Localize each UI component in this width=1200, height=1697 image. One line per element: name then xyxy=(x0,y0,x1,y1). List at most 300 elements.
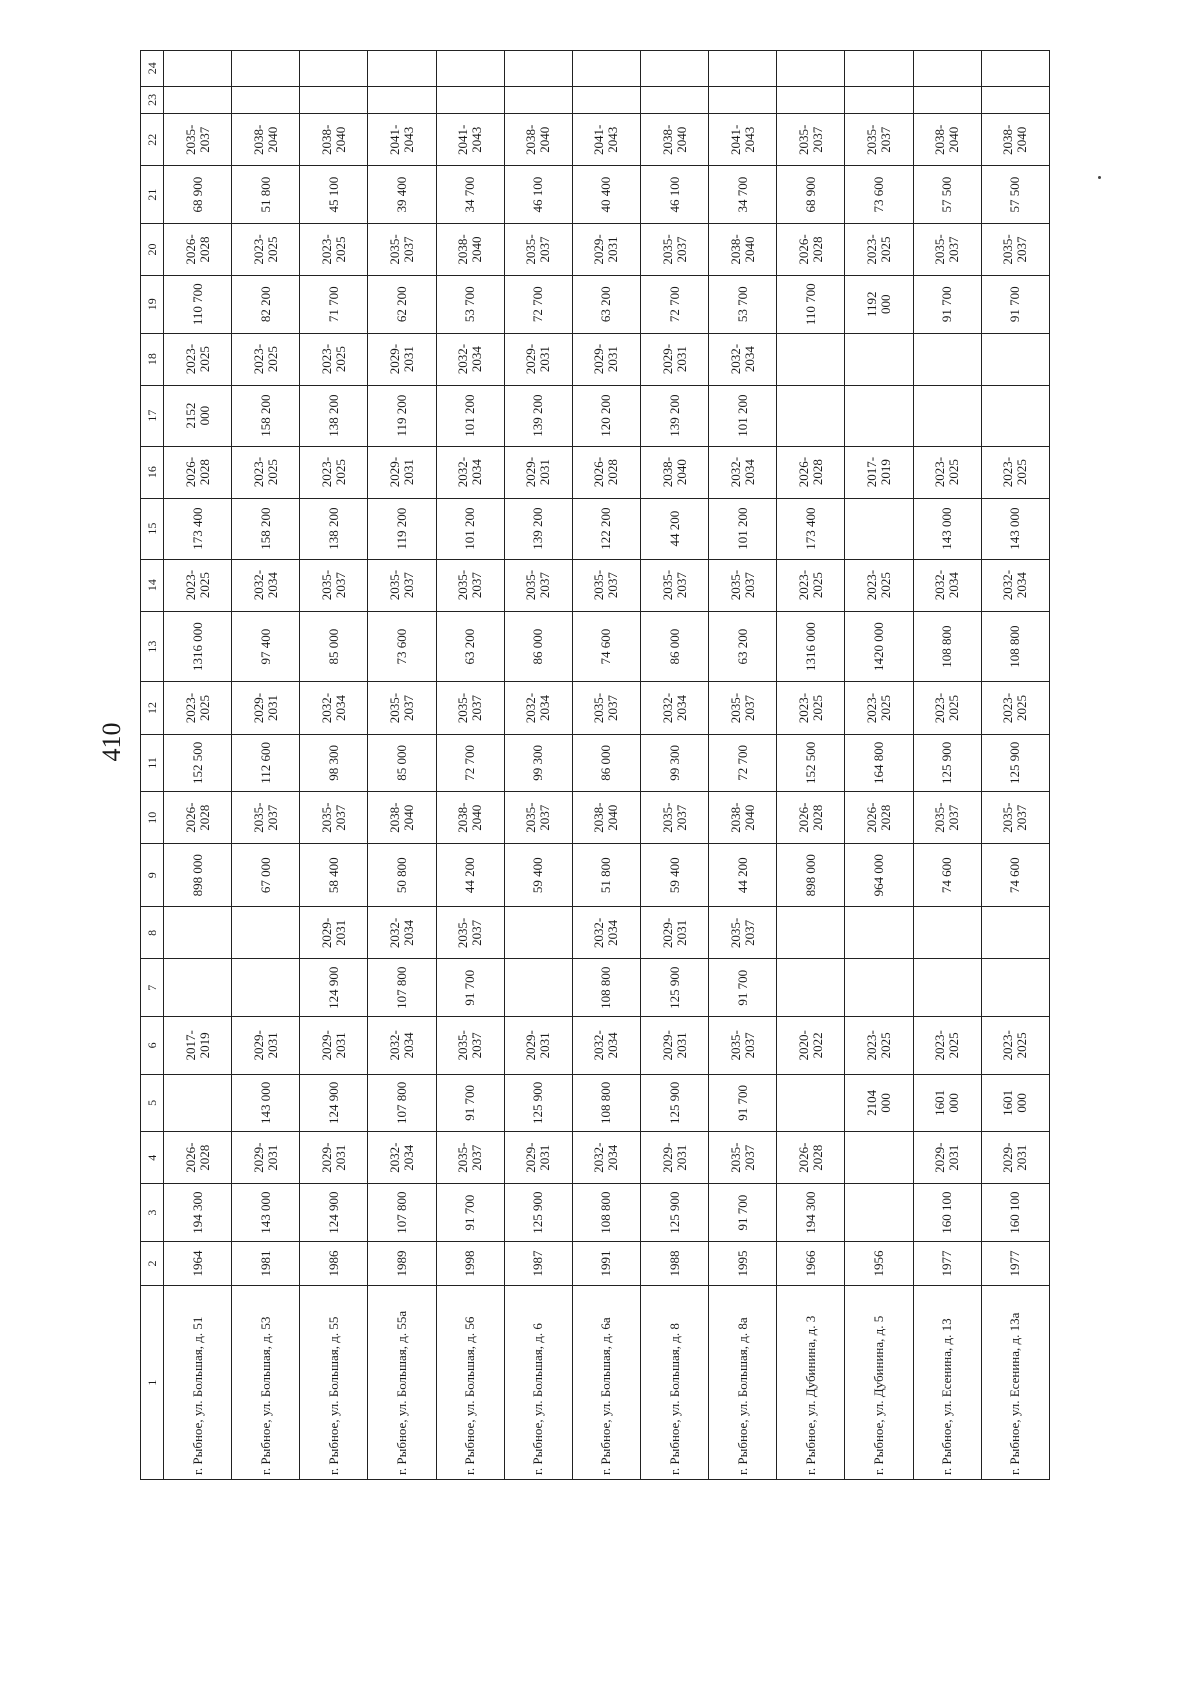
table-cell: 2023- 2025 xyxy=(232,223,300,275)
table-cell: 34 700 xyxy=(436,166,504,224)
table-cell: 2020- 2022 xyxy=(777,1017,845,1075)
table-cell xyxy=(845,498,913,559)
header-cell: 17 xyxy=(141,385,164,446)
scan-speck xyxy=(1098,176,1101,179)
table-cell: 2026- 2028 xyxy=(164,446,232,498)
table-row xyxy=(641,51,709,1480)
table-cell: 50 800 xyxy=(368,844,436,907)
table-cell: 139 200 xyxy=(504,385,572,446)
table-cell: 898 000 xyxy=(777,844,845,907)
table-cell xyxy=(709,86,777,114)
table-cell xyxy=(504,907,572,959)
table-cell: 164 800 xyxy=(845,734,913,792)
table-cell: 2032- 2034 xyxy=(368,907,436,959)
table-cell xyxy=(845,959,913,1017)
table-cell xyxy=(981,333,1049,385)
address-cell: г. Рыбное, ул. Большая, д. 55а xyxy=(368,1286,436,1480)
table-cell xyxy=(504,51,572,87)
table-cell: 2035- 2037 xyxy=(709,1132,777,1184)
table-row xyxy=(845,51,913,1480)
table-cell: 2032- 2034 xyxy=(641,682,709,734)
table-cell: 2023- 2025 xyxy=(845,1017,913,1075)
table-cell: 2026- 2028 xyxy=(777,792,845,844)
table-cell: 120 200 xyxy=(572,385,640,446)
table-cell: 73 600 xyxy=(368,611,436,682)
table-cell xyxy=(504,86,572,114)
address-cell: г. Рыбное, ул. Большая, д. 6 xyxy=(504,1286,572,1480)
table-cell: 138 200 xyxy=(300,498,368,559)
table-cell: 152 500 xyxy=(777,734,845,792)
table-cell xyxy=(845,1132,913,1184)
table-cell: 91 700 xyxy=(436,1184,504,1242)
table-row xyxy=(300,51,368,1480)
table-cell: 119 200 xyxy=(368,385,436,446)
table-cell: 44 200 xyxy=(709,844,777,907)
table-cell xyxy=(368,51,436,87)
table-cell xyxy=(913,86,981,114)
table-cell: 2026- 2028 xyxy=(777,223,845,275)
table-cell: 2038- 2040 xyxy=(368,792,436,844)
table-cell: 44 200 xyxy=(436,844,504,907)
table-cell: 2029- 2031 xyxy=(368,446,436,498)
table-cell: 85 000 xyxy=(368,734,436,792)
table-row xyxy=(164,51,232,1480)
table-cell: 964 000 xyxy=(845,844,913,907)
header-cell: 7 xyxy=(141,959,164,1017)
header-cell: 3 xyxy=(141,1184,164,1242)
table-cell: 2017- 2019 xyxy=(845,446,913,498)
table-cell: 59 400 xyxy=(504,844,572,907)
table-cell: 107 800 xyxy=(368,1184,436,1242)
table-cell: 2035- 2037 xyxy=(572,682,640,734)
table-cell: 2029- 2031 xyxy=(300,1132,368,1184)
table-cell: 2023- 2025 xyxy=(777,682,845,734)
table-cell xyxy=(845,907,913,959)
table-cell: 2029- 2031 xyxy=(232,1017,300,1075)
table-cell: 2035- 2037 xyxy=(436,1132,504,1184)
header-cell: 5 xyxy=(141,1074,164,1132)
table-cell: 2104 000 xyxy=(845,1074,913,1132)
table-cell: 101 200 xyxy=(436,498,504,559)
table-cell: 107 800 xyxy=(368,959,436,1017)
table-cell: 125 900 xyxy=(641,1184,709,1242)
table-cell: 2035- 2037 xyxy=(436,682,504,734)
table-cell: 2029- 2031 xyxy=(504,333,572,385)
table-cell: 40 400 xyxy=(572,166,640,224)
table-cell: 2035- 2037 xyxy=(709,682,777,734)
table-cell: 1316 000 xyxy=(164,611,232,682)
address-cell: г. Рыбное, ул. Есенина, д. 13а xyxy=(981,1286,1049,1480)
table-cell: 124 900 xyxy=(300,1184,368,1242)
table-cell: 108 800 xyxy=(913,611,981,682)
table-cell: 51 800 xyxy=(572,844,640,907)
table-cell: 2023- 2025 xyxy=(845,682,913,734)
table-cell: 2038- 2040 xyxy=(641,446,709,498)
table-cell: 2038- 2040 xyxy=(232,114,300,166)
table-cell: 2041- 2043 xyxy=(709,114,777,166)
table-cell: 63 200 xyxy=(436,611,504,682)
table-cell xyxy=(777,1074,845,1132)
table-row xyxy=(368,51,436,1480)
table-cell: 2029- 2031 xyxy=(368,333,436,385)
table-cell: 101 200 xyxy=(436,385,504,446)
table-cell: 2032- 2034 xyxy=(232,559,300,611)
table-cell xyxy=(845,1184,913,1242)
table-cell: 72 700 xyxy=(436,734,504,792)
table-cell: 2035- 2037 xyxy=(436,1017,504,1075)
table-cell: 2152 000 xyxy=(164,385,232,446)
table-cell: 2032- 2034 xyxy=(572,907,640,959)
table-cell: 125 900 xyxy=(641,959,709,1017)
table-cell: 59 400 xyxy=(641,844,709,907)
table-cell: 2035- 2037 xyxy=(368,223,436,275)
table-cell: 2035- 2037 xyxy=(436,559,504,611)
table-cell xyxy=(777,51,845,87)
table-cell: 91 700 xyxy=(709,1074,777,1132)
table-cell: 2032- 2034 xyxy=(436,446,504,498)
table-cell: 2038- 2040 xyxy=(504,114,572,166)
table-cell xyxy=(777,907,845,959)
table-cell: 108 800 xyxy=(572,1184,640,1242)
table-cell: 2023- 2025 xyxy=(913,682,981,734)
table-cell xyxy=(641,86,709,114)
table-cell xyxy=(232,907,300,959)
table-cell: 46 100 xyxy=(504,166,572,224)
table-cell: 72 700 xyxy=(641,275,709,333)
table-cell: 2041- 2043 xyxy=(572,114,640,166)
table-cell: 72 700 xyxy=(709,734,777,792)
table-cell: 2038- 2040 xyxy=(709,792,777,844)
table-cell: 2026- 2028 xyxy=(572,446,640,498)
table-row xyxy=(777,51,845,1480)
table-cell: 86 000 xyxy=(641,611,709,682)
address-cell: г. Рыбное, ул. Большая, д. 8а xyxy=(709,1286,777,1480)
header-cell: 21 xyxy=(141,166,164,224)
table-cell xyxy=(436,51,504,87)
table-cell: 68 900 xyxy=(164,166,232,224)
table-cell xyxy=(981,907,1049,959)
table-cell: 2029- 2031 xyxy=(913,1132,981,1184)
table-cell: 2032- 2034 xyxy=(981,559,1049,611)
table-cell: 125 900 xyxy=(641,1074,709,1132)
table-cell: 63 200 xyxy=(709,611,777,682)
table-cell: 107 800 xyxy=(368,1074,436,1132)
table-cell: 2038- 2040 xyxy=(436,223,504,275)
table-cell: 898 000 xyxy=(164,844,232,907)
table-cell: 2029- 2031 xyxy=(641,333,709,385)
table-cell: 2023- 2025 xyxy=(981,682,1049,734)
table-cell: 2023- 2025 xyxy=(845,223,913,275)
table-cell: 91 700 xyxy=(913,275,981,333)
table-cell xyxy=(164,959,232,1017)
table-cell: 194 300 xyxy=(164,1184,232,1242)
table-cell xyxy=(777,959,845,1017)
table-cell: 2032- 2034 xyxy=(300,682,368,734)
table-cell: 2035- 2037 xyxy=(368,559,436,611)
table-cell: 2023- 2025 xyxy=(164,333,232,385)
table-cell: 2035- 2037 xyxy=(641,792,709,844)
table-cell: 2035- 2037 xyxy=(913,792,981,844)
table-cell: 143 000 xyxy=(232,1184,300,1242)
table-cell: 2029- 2031 xyxy=(232,1132,300,1184)
table-row xyxy=(709,51,777,1480)
table-cell: 2035- 2037 xyxy=(504,792,572,844)
table-cell: 1981 xyxy=(232,1241,300,1285)
table-cell: 2032- 2034 xyxy=(709,333,777,385)
table-cell: 74 600 xyxy=(913,844,981,907)
address-cell: г. Рыбное, ул. Большая, д. 8 xyxy=(641,1286,709,1480)
table-cell: 82 200 xyxy=(232,275,300,333)
table-cell: 160 100 xyxy=(981,1184,1049,1242)
table-cell xyxy=(368,86,436,114)
table-cell: 1995 xyxy=(709,1241,777,1285)
header-cell: 9 xyxy=(141,844,164,907)
table-cell: 2023- 2025 xyxy=(913,1017,981,1075)
table-cell: 44 200 xyxy=(641,498,709,559)
table-cell: 2023- 2025 xyxy=(300,446,368,498)
table-cell xyxy=(300,86,368,114)
header-cell: 2 xyxy=(141,1241,164,1285)
table-cell: 2029- 2031 xyxy=(504,1132,572,1184)
table-cell xyxy=(913,333,981,385)
table-cell: 1991 xyxy=(572,1241,640,1285)
table-cell xyxy=(641,51,709,87)
table-cell: 2032- 2034 xyxy=(572,1132,640,1184)
table-cell: 2023- 2025 xyxy=(164,559,232,611)
table-cell: 1601 000 xyxy=(913,1074,981,1132)
table-frame xyxy=(140,50,1050,1480)
table-cell: 1192 000 xyxy=(845,275,913,333)
table-cell xyxy=(981,86,1049,114)
table-cell xyxy=(164,1074,232,1132)
table-cell: 2023- 2025 xyxy=(777,559,845,611)
table-cell: 67 000 xyxy=(232,844,300,907)
table-cell: 2035- 2037 xyxy=(845,114,913,166)
table-cell: 112 600 xyxy=(232,734,300,792)
table-cell: 119 200 xyxy=(368,498,436,559)
header-cell: 20 xyxy=(141,223,164,275)
table-cell xyxy=(981,959,1049,1017)
table-cell: 2023- 2025 xyxy=(232,333,300,385)
table-row xyxy=(913,51,981,1480)
header-cell: 8 xyxy=(141,907,164,959)
table-cell: 125 900 xyxy=(504,1184,572,1242)
table-cell: 138 200 xyxy=(300,385,368,446)
table-cell: 152 500 xyxy=(164,734,232,792)
table-cell: 158 200 xyxy=(232,385,300,446)
table-cell: 86 000 xyxy=(572,734,640,792)
table-cell xyxy=(232,959,300,1017)
table-cell xyxy=(164,51,232,87)
table-cell: 2032- 2034 xyxy=(436,333,504,385)
table-cell: 2026- 2028 xyxy=(164,792,232,844)
table-cell: 91 700 xyxy=(436,959,504,1017)
header-cell: 16 xyxy=(141,446,164,498)
table-cell: 158 200 xyxy=(232,498,300,559)
table-cell: 68 900 xyxy=(777,166,845,224)
table-cell: 1316 000 xyxy=(777,611,845,682)
table-cell: 97 400 xyxy=(232,611,300,682)
table-cell: 2035- 2037 xyxy=(572,559,640,611)
table-cell: 1956 xyxy=(845,1241,913,1285)
table-cell xyxy=(913,959,981,1017)
table-cell xyxy=(572,51,640,87)
header-cell: 14 xyxy=(141,559,164,611)
table-cell xyxy=(913,385,981,446)
table-cell: 2026- 2028 xyxy=(845,792,913,844)
table-cell: 2035- 2037 xyxy=(164,114,232,166)
table-cell: 2038- 2040 xyxy=(572,792,640,844)
header-cell: 19 xyxy=(141,275,164,333)
table-cell: 2035- 2037 xyxy=(709,907,777,959)
table-cell: 2038- 2040 xyxy=(981,114,1049,166)
header-cell: 22 xyxy=(141,114,164,166)
table-cell: 2038- 2040 xyxy=(641,114,709,166)
table-cell: 2029- 2031 xyxy=(300,907,368,959)
table-cell: 57 500 xyxy=(981,166,1049,224)
table-cell: 72 700 xyxy=(504,275,572,333)
table-cell: 2035- 2037 xyxy=(981,223,1049,275)
header-cell: 10 xyxy=(141,792,164,844)
table-cell: 57 500 xyxy=(913,166,981,224)
table-cell: 2029- 2031 xyxy=(641,907,709,959)
table-cell: 2023- 2025 xyxy=(300,223,368,275)
header-cell: 4 xyxy=(141,1132,164,1184)
table-cell: 2029- 2031 xyxy=(232,682,300,734)
table-cell: 1964 xyxy=(164,1241,232,1285)
table-cell: 143 000 xyxy=(981,498,1049,559)
table-cell: 1420 000 xyxy=(845,611,913,682)
header-cell: 11 xyxy=(141,734,164,792)
table-cell: 108 800 xyxy=(572,959,640,1017)
table-cell: 108 800 xyxy=(572,1074,640,1132)
table-cell: 2038- 2040 xyxy=(913,114,981,166)
table-cell: 173 400 xyxy=(164,498,232,559)
table-cell xyxy=(845,51,913,87)
table-cell: 2038- 2040 xyxy=(436,792,504,844)
table-cell xyxy=(777,86,845,114)
table-cell: 74 600 xyxy=(572,611,640,682)
address-cell: г. Рыбное, ул. Большая, д. 55 xyxy=(300,1286,368,1480)
table-cell: 2035- 2037 xyxy=(504,223,572,275)
table-cell: 45 100 xyxy=(300,166,368,224)
table-cell xyxy=(913,51,981,87)
table-cell xyxy=(572,86,640,114)
address-cell: г. Рыбное, ул. Большая, д. 56 xyxy=(436,1286,504,1480)
table-cell: 2032- 2034 xyxy=(913,559,981,611)
table-cell: 143 000 xyxy=(232,1074,300,1132)
table-cell: 108 800 xyxy=(981,611,1049,682)
header-row xyxy=(141,51,164,1480)
table-cell xyxy=(777,385,845,446)
table-cell: 2029- 2031 xyxy=(300,1017,368,1075)
table-cell: 98 300 xyxy=(300,734,368,792)
table-cell: 74 600 xyxy=(981,844,1049,907)
table-cell: 2032- 2034 xyxy=(504,682,572,734)
table-cell: 91 700 xyxy=(981,275,1049,333)
header-cell: 23 xyxy=(141,86,164,114)
table-cell: 2041- 2043 xyxy=(368,114,436,166)
header-cell: 15 xyxy=(141,498,164,559)
table-cell xyxy=(981,385,1049,446)
table-cell: 2023- 2025 xyxy=(845,559,913,611)
table-cell: 2035- 2037 xyxy=(504,559,572,611)
table-cell: 125 900 xyxy=(504,1074,572,1132)
table-cell: 2032- 2034 xyxy=(368,1017,436,1075)
header-cell: 13 xyxy=(141,611,164,682)
table-row xyxy=(436,51,504,1480)
table-cell: 99 300 xyxy=(504,734,572,792)
rotated-table-container xyxy=(140,50,1050,1480)
table-cell: 173 400 xyxy=(777,498,845,559)
table-cell: 99 300 xyxy=(641,734,709,792)
table-cell: 2035- 2037 xyxy=(300,559,368,611)
table-cell: 91 700 xyxy=(709,1184,777,1242)
table-cell: 2026- 2028 xyxy=(164,1132,232,1184)
table-cell: 160 100 xyxy=(913,1184,981,1242)
table-cell: 110 700 xyxy=(164,275,232,333)
table-cell: 2032- 2034 xyxy=(709,446,777,498)
table-cell: 139 200 xyxy=(504,498,572,559)
table-cell: 1988 xyxy=(641,1241,709,1285)
table-cell: 2029- 2031 xyxy=(641,1132,709,1184)
table-cell: 1987 xyxy=(504,1241,572,1285)
table-cell: 51 800 xyxy=(232,166,300,224)
table-cell: 2023- 2025 xyxy=(300,333,368,385)
table-cell: 124 900 xyxy=(300,1074,368,1132)
table-cell: 110 700 xyxy=(777,275,845,333)
address-cell: г. Рыбное, ул. Есенина, д. 13 xyxy=(913,1286,981,1480)
table-cell xyxy=(777,333,845,385)
table-row xyxy=(981,51,1049,1480)
table-cell: 139 200 xyxy=(641,385,709,446)
table-cell: 143 000 xyxy=(913,498,981,559)
table-cell: 2026- 2028 xyxy=(777,1132,845,1184)
table-cell: 34 700 xyxy=(709,166,777,224)
table-cell: 2026- 2028 xyxy=(164,223,232,275)
table-cell xyxy=(504,959,572,1017)
table-cell: 39 400 xyxy=(368,166,436,224)
table-cell: 101 200 xyxy=(709,498,777,559)
table-cell: 2035- 2037 xyxy=(981,792,1049,844)
table-cell: 2035- 2037 xyxy=(709,559,777,611)
table-cell: 1966 xyxy=(777,1241,845,1285)
address-cell: г. Рыбное, ул. Большая, д. 6а xyxy=(572,1286,640,1480)
table-cell: 122 200 xyxy=(572,498,640,559)
table-cell: 124 900 xyxy=(300,959,368,1017)
table-cell: 63 200 xyxy=(572,275,640,333)
table-cell: 2026- 2028 xyxy=(777,446,845,498)
table-cell: 58 400 xyxy=(300,844,368,907)
table-cell: 1998 xyxy=(436,1241,504,1285)
table-cell: 2035- 2037 xyxy=(300,792,368,844)
table-cell: 2029- 2031 xyxy=(981,1132,1049,1184)
table-cell xyxy=(232,86,300,114)
table-cell: 2023- 2025 xyxy=(232,446,300,498)
table-cell xyxy=(981,51,1049,87)
table-cell: 194 300 xyxy=(777,1184,845,1242)
table-row xyxy=(232,51,300,1480)
table-cell: 53 700 xyxy=(709,275,777,333)
table-cell: 2029- 2031 xyxy=(572,333,640,385)
table-cell: 1986 xyxy=(300,1241,368,1285)
header-cell: 1 xyxy=(141,1286,164,1480)
table-cell xyxy=(164,907,232,959)
table-cell: 2035- 2037 xyxy=(641,559,709,611)
capital-repair-schedule-table xyxy=(140,50,1050,1480)
table-cell: 1989 xyxy=(368,1241,436,1285)
table-cell: 2017- 2019 xyxy=(164,1017,232,1075)
